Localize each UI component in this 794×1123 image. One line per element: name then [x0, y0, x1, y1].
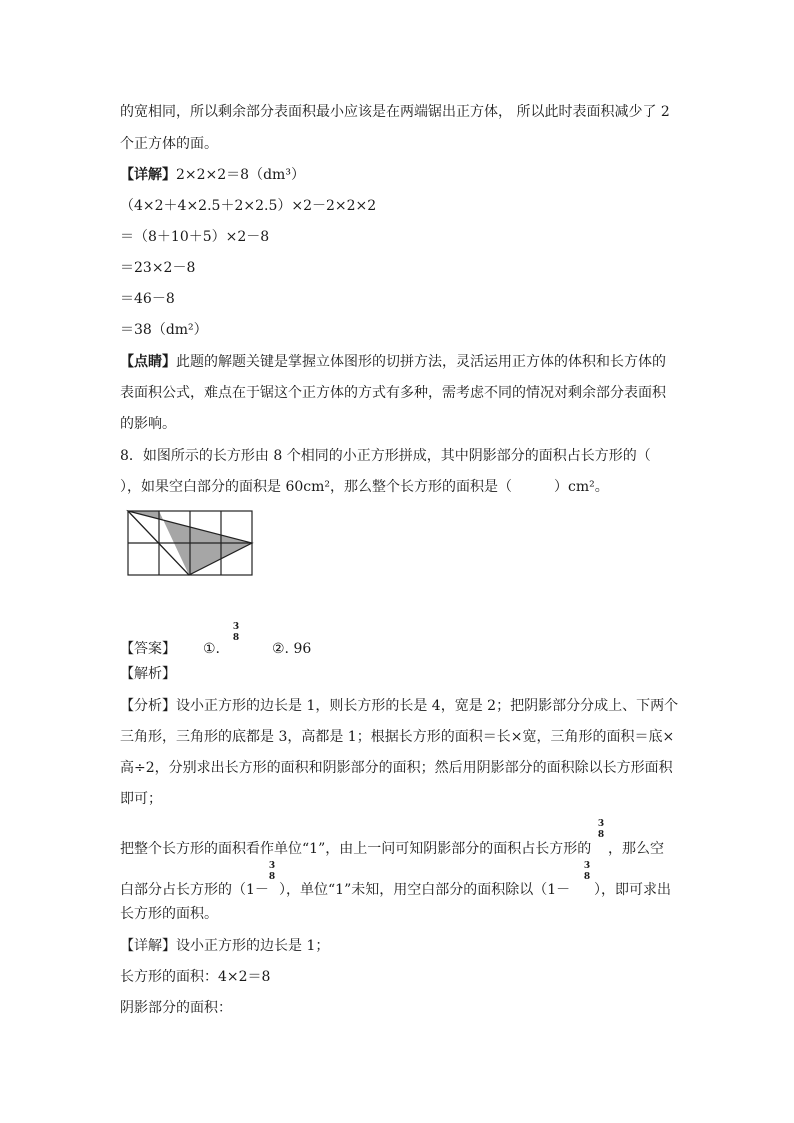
- detail-label: 【详解】: [120, 167, 176, 183]
- calc-line: （4×2＋4×2.5＋2×2.5）×2－2×2×2: [120, 198, 377, 214]
- analysis-label: 【分析】: [120, 698, 176, 714]
- paragraph-line: 个正方体的面。: [120, 136, 218, 152]
- calc-line: ＝23×2－8: [120, 260, 196, 276]
- analysis-line: ，那么空: [608, 841, 664, 857]
- calc-line: ＝38（dm²）: [120, 322, 208, 338]
- detail-line: 阴影部分的面积：: [120, 1000, 232, 1016]
- analysis-line: 长方形的面积。: [120, 906, 218, 922]
- fraction-numerator: 3: [268, 861, 276, 871]
- question-line: 8．如图所示的长方形由 8 个相同的小正方形拼成，其中阴影部分的面积占长方形的（: [120, 448, 651, 464]
- comment-line: [120, 352, 666, 372]
- analysis-line: ），即可求出: [594, 882, 671, 898]
- fraction-denominator: 8: [232, 633, 240, 643]
- inline-fraction: [267, 861, 277, 882]
- analysis-line: 把整个长方形的面积看作单位“1”，由上一问可知阴影部分的面积占长方形的: [120, 841, 592, 857]
- detail-text: 设小正方形的边长是 1；: [176, 938, 330, 954]
- analysis-text: 设小正方形的边长是 1，则长方形的长是 4，宽是 2；把阴影部分分成上、下两个: [176, 698, 679, 714]
- analysis-line: 高÷2，分别求出长方形的面积和阴影部分的面积；然后用阴影部分的面积除以长方形面积: [120, 760, 673, 776]
- detail-line: 长方形的面积：4×2＝8: [120, 969, 271, 985]
- analysis-line: 即可；: [120, 791, 162, 807]
- fraction-numerator: 3: [232, 622, 240, 632]
- answer-part2: ②. 96: [272, 641, 312, 657]
- question-line: ），如果空白部分的面积是 60cm²，那么整个长方形的面积是（ ）cm²。: [120, 479, 609, 495]
- calc-line: ＝（8＋10＋5）×2－8: [120, 229, 270, 245]
- fraction-numerator: 3: [597, 819, 605, 829]
- inline-fraction: [596, 819, 606, 840]
- analysis-line: ），单位“1”未知，用空白部分的面积除以（1－: [279, 882, 571, 898]
- answer-label: 【答案】: [120, 641, 176, 657]
- analysis-line: 白部分占长方形的（1－: [120, 882, 269, 898]
- analysis-heading: 【解析】: [120, 666, 176, 682]
- detail-line: [120, 936, 329, 956]
- grid-lines: [128, 511, 252, 575]
- fraction-denominator: 8: [268, 872, 276, 882]
- calc-line: ＝46－8: [120, 291, 175, 307]
- comment-line: 的影响。: [120, 416, 176, 432]
- comment-line: 表面积公式，难点在于锯这个正方体的方式有多种，需考虑不同的情况对剩余部分表面积: [120, 385, 666, 401]
- answer-fraction: [231, 622, 241, 643]
- grid-figure: [126, 509, 256, 577]
- fraction-denominator: 8: [597, 830, 605, 840]
- inline-fraction: [582, 861, 592, 882]
- fraction-numerator: 3: [583, 861, 591, 871]
- analysis-line: 三角形，三角形的底都是 3，高都是 1；根据长方形的面积＝长×宽，三角形的面积＝底×: [120, 729, 675, 745]
- detail-label: 【详解】: [120, 938, 176, 954]
- detail-line: [120, 165, 305, 185]
- fraction-denominator: 8: [583, 872, 591, 882]
- comment-text: 此题的解题关键是掌握立体图形的切拼方法，灵活运用正方体的体积和长方体的: [176, 354, 666, 370]
- answer-part1: ①.: [203, 641, 221, 657]
- detail-text: 2×2×2＝8（dm³）: [176, 167, 305, 183]
- comment-label: 【点睛】: [120, 354, 176, 370]
- analysis-line: [120, 696, 678, 716]
- paragraph-line: 的宽相同，所以剩余部分表面积最小应该是在两端锯出正方体， 所以此时表面积减少了 2: [120, 104, 670, 120]
